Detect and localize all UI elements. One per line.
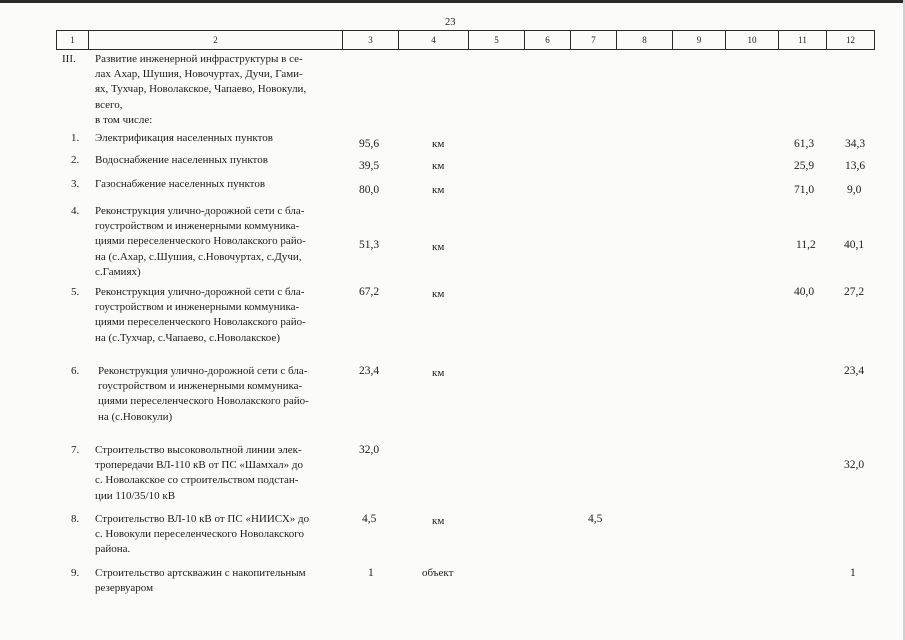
column-header-1: 1 [57,31,89,50]
column-header-10: 10 [726,31,779,50]
row-col11: 61,3 [794,138,815,150]
row-unit: км [432,184,445,196]
section-number: III. [62,53,76,65]
row-quantity: 67,2 [359,286,380,298]
row-number: 2. [71,154,80,166]
row-col12: 13,6 [845,160,866,172]
row-unit: км [432,367,445,379]
row-number: 6. [71,365,80,377]
row-col12: 9,0 [847,184,862,196]
row-quantity: 95,6 [359,138,380,150]
row-number: 3. [71,178,80,190]
row-name: Электрификация населенных пунктов [95,132,273,144]
row-number: 4. [71,205,80,217]
row-col12: 40,1 [844,239,865,251]
row-col12: 27,2 [844,286,865,298]
column-header-12: 12 [827,31,875,50]
row-unit: км [432,138,445,150]
row-col11: 71,0 [794,184,815,196]
row-quantity: 23,4 [359,365,380,377]
column-header-9: 9 [673,31,726,50]
column-header-2: 2 [89,31,343,50]
row-col12: 32,0 [844,459,865,471]
row-name: Строительство артскважин с накопительным резервуаром [95,567,306,595]
row-quantity: 4,5 [362,513,377,525]
column-header-5: 5 [469,31,525,50]
row-unit: км [432,515,445,527]
row-name: Строительство высоковольтной линии элек- тропередачи ВЛ-110 кВ от ПС «Шамхал» до с. Новолакское со строительством подстан- ции 110/35/10 кВ [95,444,304,502]
column-header-11: 11 [779,31,827,50]
row-number: 9. [71,567,80,579]
row-col7: 4,5 [588,513,603,525]
column-header-4: 4 [399,31,469,50]
row-quantity: 51,3 [359,239,380,251]
row-unit: км [432,160,445,172]
row-col12: 23,4 [844,365,865,377]
row-number: 5. [71,286,80,298]
row-name: Реконструкция улично-дорожной сети с бла- гоустройством и инженерными коммуника- циями переселенческого Новолакского райо- на (с.Новокули) [98,365,309,423]
row-unit: км [432,288,445,300]
row-name: Реконструкция улично-дорожной сети с бла- гоустройством и инженерными коммуника- циями переселенческого Новолакского райо- на (с.Тухчар, с.Чапаево, с.Новолакское) [95,286,306,344]
row-name: Водоснабжение населенных пунктов [95,154,268,166]
row-number: 8. [71,513,80,525]
row-col11: 40,0 [794,286,815,298]
row-quantity: 39,5 [359,160,380,172]
row-quantity: 1 [368,567,374,579]
row-unit: км [432,241,445,253]
row-quantity: 80,0 [359,184,380,196]
page-number: 23 [445,17,456,28]
row-number: 7. [71,444,80,456]
row-number: 1. [71,132,80,144]
row-col12: 34,3 [845,138,866,150]
column-header-6: 6 [525,31,571,50]
row-name: Газоснабжение населенных пунктов [95,178,266,190]
row-name: Строительство ВЛ-10 кВ от ПС «НИИСХ» до с. Новокули переселенческого Новолакского района. [95,513,310,556]
row-col11: 25,9 [794,160,815,172]
column-header-3: 3 [343,31,399,50]
section-title: Развитие инженерной инфраструктуры в се- лах Ахар, Шушия, Новочуртах, Дучи, Гами- ях, Тухчар, Новолакское, Чапаево, Новокули, всего, в том числе: [95,53,307,126]
row-col12: 1 [850,567,856,579]
row-quantity: 32,0 [359,444,380,456]
row-col11: 11,2 [796,239,816,251]
column-header-7: 7 [571,31,617,50]
row-unit: объект [422,567,454,579]
column-header-8: 8 [617,31,673,50]
row-name: Реконструкция улично-дорожной сети с бла- гоустройством и инженерными коммуника- циями переселенческого Новолакского райо- на (с.Ахар, с.Шушия, с.Новочуртах, с.Дучи, с.Гамиях) [95,205,306,278]
